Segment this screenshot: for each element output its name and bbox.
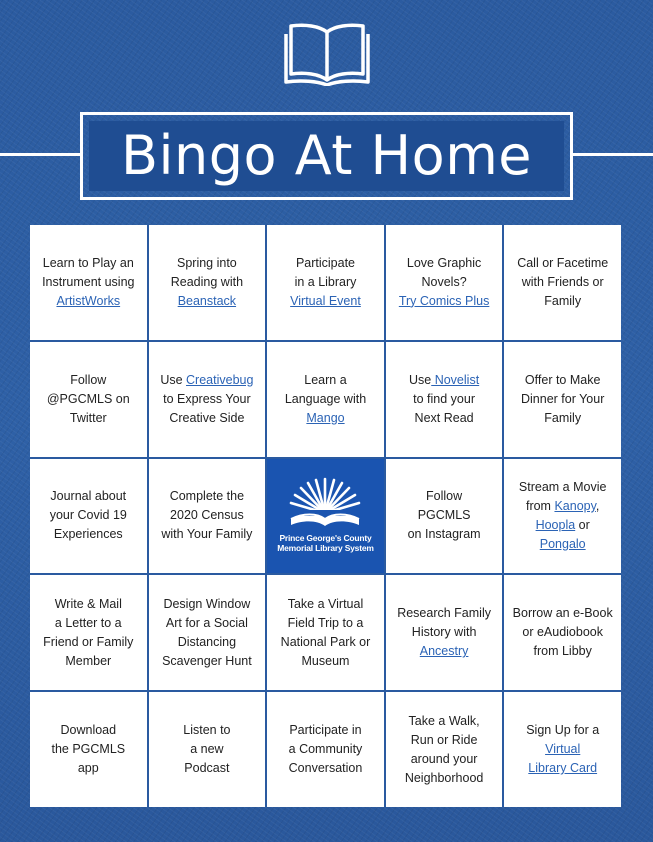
bingo-cell bbox=[504, 459, 621, 574]
cell-line: the PGCMLS bbox=[51, 742, 126, 757]
ancestry-link[interactable]: Ancestry bbox=[419, 644, 469, 659]
bingo-cell bbox=[149, 225, 266, 340]
cell-line: with Friends or bbox=[521, 274, 604, 289]
cell-line: Write & Mail bbox=[54, 596, 122, 611]
cell-line: a Community bbox=[288, 742, 363, 757]
cell-line: @PGCMLS on bbox=[46, 391, 130, 406]
cell-line: a Letter to a bbox=[54, 615, 122, 630]
cell-line: Neighborhood bbox=[404, 770, 484, 785]
cell-line: Experiences bbox=[53, 527, 123, 542]
cell-line: Participate in bbox=[289, 723, 362, 738]
novelist-link[interactable]: Novelist bbox=[431, 372, 480, 387]
cell-line: Offer to Make bbox=[524, 372, 601, 387]
bingo-cell bbox=[149, 692, 266, 807]
cell-line: Borrow an e-Book bbox=[512, 606, 613, 621]
cell-line: Use bbox=[160, 372, 187, 387]
open-book-icon bbox=[283, 18, 371, 86]
cell-line: Twitter bbox=[69, 410, 107, 425]
cell-line: or eAudiobook bbox=[522, 625, 603, 640]
mango-link[interactable]: Mango bbox=[306, 410, 345, 425]
title-banner-inner bbox=[89, 121, 564, 191]
cell-line: National Park or bbox=[280, 634, 371, 649]
pongalo-link[interactable]: Pongalo bbox=[539, 536, 586, 551]
cell-line: 2020 Census bbox=[170, 508, 244, 523]
cell-line: from bbox=[525, 498, 555, 513]
cell-line: Learn a bbox=[304, 372, 347, 387]
cell-line: Learn to Play an bbox=[42, 255, 134, 270]
cell-line: Stream a Movie bbox=[518, 479, 607, 494]
library-name-line1: Prince George's County bbox=[279, 532, 372, 543]
cell-line: Use bbox=[409, 372, 432, 387]
bingo-cell bbox=[386, 342, 503, 457]
bingo-cell bbox=[30, 575, 147, 690]
cell-line: Take a Virtual bbox=[287, 596, 364, 611]
hoopla-link[interactable]: Hoopla bbox=[535, 517, 576, 532]
cell-line: Love Graphic bbox=[406, 255, 482, 270]
cell-line: Run or Ride bbox=[410, 732, 478, 747]
virtual-event-link[interactable]: Virtual Event bbox=[290, 293, 361, 308]
cell-line: to find your bbox=[413, 391, 475, 406]
cell-line: Creative Side bbox=[169, 410, 245, 425]
bingo-cell bbox=[386, 459, 503, 574]
bingo-cell bbox=[149, 459, 266, 574]
cell-line: Dinner for Your bbox=[520, 391, 605, 406]
cell-line: Family bbox=[544, 293, 582, 308]
comics-plus-link[interactable]: Try Comics Plus bbox=[398, 293, 490, 308]
bingo-cell bbox=[504, 225, 621, 340]
cell-line: Language with bbox=[284, 391, 367, 406]
bingo-cell bbox=[504, 692, 621, 807]
cell-line: Conversation bbox=[288, 761, 363, 776]
cell-line: Follow bbox=[70, 372, 107, 387]
bingo-cell bbox=[30, 225, 147, 340]
library-card-link[interactable]: Library Card bbox=[528, 761, 598, 776]
cell-line: , bbox=[595, 498, 600, 513]
cell-line: or bbox=[575, 517, 590, 532]
cell-line: on Instagram bbox=[407, 527, 481, 542]
cell-line: Research Family bbox=[397, 606, 491, 621]
cell-line: Follow bbox=[426, 489, 463, 504]
cell-line: Design Window bbox=[163, 596, 251, 611]
title-rule-right bbox=[573, 153, 653, 156]
bingo-cell bbox=[386, 575, 503, 690]
cell-line: a new bbox=[190, 742, 224, 757]
cell-line: History with bbox=[411, 625, 477, 640]
cell-line: Distancing bbox=[177, 634, 237, 649]
creativebug-link[interactable]: Creativebug bbox=[186, 372, 254, 387]
bingo-cell bbox=[267, 692, 384, 807]
cell-line: Friend or Family bbox=[43, 634, 134, 649]
cell-line: around your bbox=[410, 751, 478, 766]
cell-line: Scavenger Hunt bbox=[162, 653, 252, 668]
beanstack-link[interactable]: Beanstack bbox=[177, 293, 237, 308]
bingo-grid bbox=[30, 225, 621, 807]
cell-line: Reading with bbox=[170, 274, 244, 289]
cell-line: to Express Your bbox=[163, 391, 251, 406]
bingo-cell bbox=[504, 575, 621, 690]
sunburst-book-logo-icon bbox=[285, 475, 365, 533]
bingo-cell bbox=[30, 342, 147, 457]
cell-line: Field Trip to a bbox=[287, 615, 364, 630]
cell-line: Sign Up for a bbox=[526, 723, 600, 738]
bingo-cell bbox=[267, 575, 384, 690]
cell-line: Participate bbox=[295, 255, 356, 270]
kanopy-link[interactable]: Kanopy bbox=[554, 498, 596, 513]
bingo-cell bbox=[386, 225, 503, 340]
title-rule-left bbox=[0, 153, 80, 156]
cell-line: Family bbox=[544, 410, 582, 425]
cell-line: app bbox=[77, 761, 99, 776]
library-logo-cell bbox=[267, 459, 384, 574]
cell-line: PGCMLS bbox=[417, 508, 471, 523]
cell-line: your Covid 19 bbox=[49, 508, 127, 523]
cell-line: Art for a Social bbox=[165, 615, 248, 630]
bingo-cell bbox=[30, 459, 147, 574]
cell-line: Instrument using bbox=[42, 274, 135, 289]
bingo-cell bbox=[386, 692, 503, 807]
cell-line: Listen to bbox=[183, 723, 231, 738]
cell-line: Spring into bbox=[177, 255, 237, 270]
cell-line: Member bbox=[65, 653, 112, 668]
library-name-line2: Memorial Library System bbox=[277, 542, 374, 553]
artistworks-link[interactable]: ArtistWorks bbox=[56, 293, 121, 308]
cell-line: Next Read bbox=[414, 410, 474, 425]
cell-line: with Your Family bbox=[161, 527, 253, 542]
cell-line: Take a Walk, bbox=[408, 713, 480, 728]
title-banner bbox=[80, 112, 573, 200]
bingo-cell bbox=[30, 692, 147, 807]
cell-line: from Libby bbox=[533, 644, 592, 659]
bingo-cell bbox=[149, 342, 266, 457]
cell-line: Call or Facetime bbox=[517, 255, 609, 270]
page-title: Bingo At Home bbox=[120, 124, 533, 187]
bingo-cell bbox=[149, 575, 266, 690]
cell-line: Journal about bbox=[50, 489, 127, 504]
cell-line: Complete the bbox=[169, 489, 245, 504]
cell-line: Download bbox=[60, 723, 117, 738]
cell-line: Museum bbox=[301, 653, 350, 668]
cell-line: in a Library bbox=[294, 274, 357, 289]
bingo-cell bbox=[267, 225, 384, 340]
cell-line: Podcast bbox=[184, 761, 230, 776]
cell-line: Novels? bbox=[421, 274, 467, 289]
bingo-cell bbox=[267, 342, 384, 457]
virtual-link[interactable]: Virtual bbox=[545, 742, 581, 757]
bingo-cell bbox=[504, 342, 621, 457]
